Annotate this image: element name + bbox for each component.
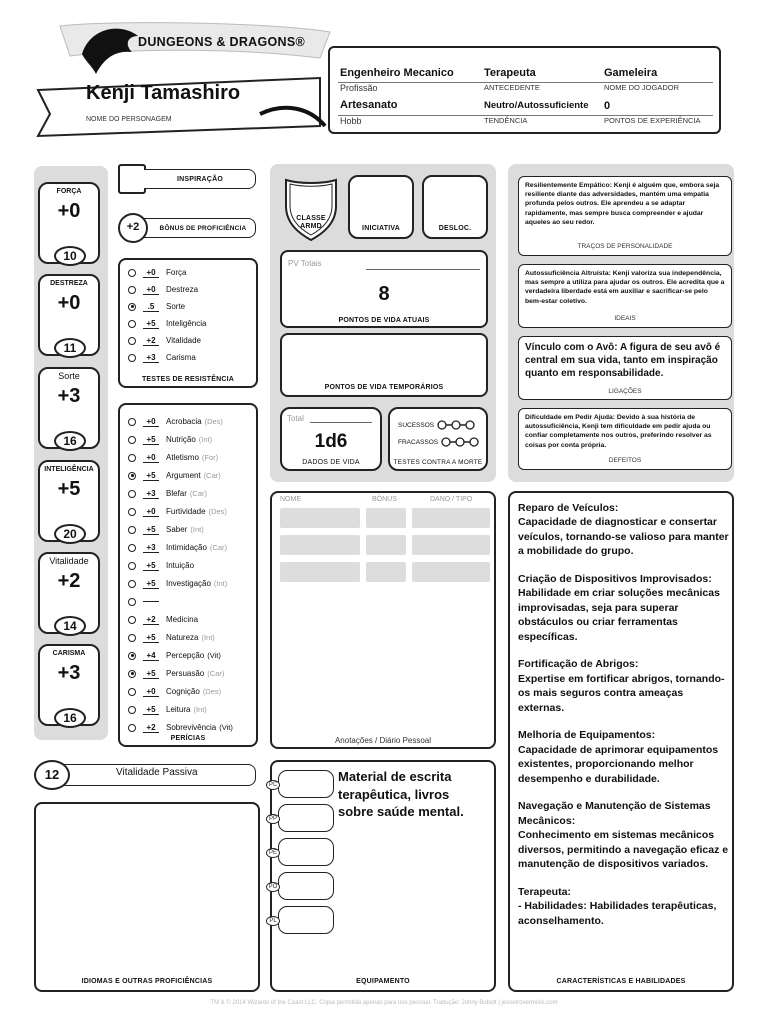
skill-row[interactable] [128,719,233,736]
skill-attribute: (Int) [190,525,204,534]
coin-slot[interactable] [278,838,334,866]
flaws-text[interactable]: Dificuldade em Pedir Ajuda: Devido à sua história de autossuficiência, Kenji tem dificuldade em pedir ajuda ou confiar completamente nos outros, preferindo resolver as coisas por conta própria. [525,414,712,449]
proficiency-dot[interactable] [128,436,136,444]
skill-value[interactable]: +0 [143,417,159,427]
armor-class-shield[interactable] [280,172,342,242]
feature-body: Habilidade em criar soluções mecânicas improvisadas, seja para superar obstáculos ou criar ferramentas específicas. [518,587,720,643]
feature-item [518,657,730,715]
ability-score[interactable]: 16 [54,431,86,451]
proficiency-dot[interactable] [128,490,136,498]
proficiency-dot[interactable] [128,454,136,462]
skill-row[interactable] [128,629,215,646]
temp-hp-box[interactable] [280,333,488,397]
skills-label: PERÍCIAS [170,735,206,742]
ability-modifier: +3 [57,662,81,684]
ideals-text[interactable]: Autossuficiência Altruísta: Kenji valoriza sua independência, mas sempre a utiliza para ajudar os outros. Ele acredita que a verdadeira liberdade está em auxiliar e sacrificar-se pelo bem-estar coletivo. [525,270,725,305]
current-hp-box[interactable] [280,250,488,328]
race-label: Hobb [340,116,362,126]
speed-box[interactable] [422,175,488,239]
skill-value[interactable]: +5 [143,633,159,643]
skill-name: Sobrevivência [166,723,217,732]
coin-label: PC [266,780,280,790]
xp-label: PONTOS DE EXPERIÊNCIA [604,116,701,125]
attack-damage-header: DANO / TIPO [430,496,473,503]
skill-attribute: (Car) [209,543,228,552]
proficiency-dot[interactable] [128,562,136,570]
hit-dice-box[interactable] [280,407,382,471]
proficiency-dot[interactable] [128,320,136,328]
feature-title: Terapeuta: [518,885,571,898]
armor-class-label: CLASSE ARMD [296,215,326,230]
ability-dexterity[interactable] [38,274,100,356]
skill-name: Nutrição [166,435,196,444]
feature-body: Capacidade de aprimorar equipamentos existentes, proporcionando melhor desempenho e durabilidade. [518,743,719,785]
death-success-circles-icon[interactable] [437,419,475,431]
attack-name-field[interactable] [280,535,360,555]
saving-throw-value[interactable]: +0 [143,285,159,295]
coin-slot[interactable] [278,872,334,900]
skill-row[interactable] [128,575,227,592]
logo-text: DUNGEONS & DRAGONS® [138,35,306,49]
proficiency-dot[interactable] [128,269,136,277]
attack-bonus-header: BÔNUS [372,496,397,503]
inspiration-label: INSPIRAÇÃO [177,176,223,183]
skill-value[interactable]: +5 [143,471,159,481]
skill-value[interactable]: +0 [143,687,159,697]
attack-name-field[interactable] [280,562,360,582]
ability-name: INTELIGÊNCIA [44,466,94,473]
skill-value[interactable] [143,601,159,602]
skill-row[interactable] [128,647,221,664]
saving-throw-name: Força [166,268,187,277]
coin-label: PE [266,848,280,858]
attack-bonus-field[interactable] [366,535,406,555]
attack-damage-field[interactable] [412,508,490,528]
skill-value[interactable]: +5 [143,705,159,715]
death-failure-circles-icon[interactable] [441,436,479,448]
saving-throws-list [128,264,254,374]
skill-row[interactable] [128,593,169,610]
ability-modifier: +2 [57,570,81,592]
feature-title: Melhoria de Equipamentos: [518,729,656,742]
saving-throw-row[interactable] [128,298,185,315]
skill-row[interactable] [128,539,227,556]
hp-temp-label: PONTOS DE VIDA TEMPORÁRIOS [324,384,444,391]
xp-value[interactable]: 0 [604,100,611,112]
saving-throw-row[interactable] [128,349,196,366]
proficiency-dot[interactable] [128,580,136,588]
saving-throw-name: Carisma [166,353,196,362]
skill-attribute: (Car) [189,489,207,498]
attack-damage-field[interactable] [412,562,490,582]
features-box [508,491,734,992]
attack-row[interactable] [280,562,490,582]
skill-row[interactable] [128,503,227,520]
ability-name: FORÇA [56,188,82,195]
skill-value[interactable]: +0 [143,507,159,517]
proficiency-dot[interactable] [128,303,136,311]
skill-attribute: (Des) [202,687,222,696]
proficiency-dot[interactable] [128,337,136,345]
skill-name: Medicina [166,615,199,624]
ability-score[interactable]: 20 [54,524,86,544]
features-list[interactable] [518,501,730,928]
skill-row[interactable] [128,611,201,628]
saving-throw-row[interactable] [128,281,198,298]
saving-throw-name: Vitalidade [166,336,201,345]
proficiency-dot[interactable] [128,286,136,294]
saving-throw-value[interactable]: +0 [143,268,159,278]
proficiency-dot[interactable] [128,472,136,480]
skill-name: Furtividade [166,507,206,516]
header-info-box [328,46,721,134]
feature-item [518,501,730,559]
personality-text[interactable]: Resilientemente Empático: Kenji é alguém que, embora seja resiliente diante das adversidades, mantém uma empatia profunda pelos outros. Ele aprendeu a se adaptar rapidamente, mas sempre busca compreender e ajudar aqueles ao seu redor. [525,182,720,226]
alignment-value[interactable]: Neutro/Autossuficiente [484,100,589,111]
coin-label: PL [266,916,280,926]
saving-throws-label: TESTES DE RESISTÊNCIA [141,376,235,383]
skill-name: Intimidação [166,543,207,552]
skill-value[interactable]: +5 [143,669,159,679]
death-saves-box [388,407,488,471]
ability-score[interactable]: 16 [54,708,86,728]
proficiency-dot[interactable] [128,616,136,624]
alignment-label: TENDÊNCIA [484,116,528,125]
ability-name: CARISMA [52,650,86,657]
skill-name: Acrobacia [166,417,202,426]
skill-value[interactable]: +5 [143,561,159,571]
skill-value[interactable]: +3 [143,489,159,499]
skill-value[interactable]: +5 [143,579,159,589]
proficiency-dot[interactable] [128,634,136,642]
ability-name: DESTREZA [50,280,88,287]
skill-name: Investigação [166,579,211,588]
proficiency-value[interactable]: +2 [126,221,140,233]
skill-value[interactable]: +3 [143,543,159,553]
death-failure-row[interactable] [398,436,479,448]
flaws-label: DEFEITOS [608,457,642,465]
inspiration-box[interactable] [118,164,258,194]
skill-name: Cognição [166,687,200,696]
feature-body: Expertise em fortificar abrigos, tornando-os mais seguros contra ameaças externas. [518,672,725,714]
feature-item [518,885,730,928]
skill-name: Natureza [166,633,199,642]
attack-name-field[interactable] [280,508,360,528]
proficiency-dot[interactable] [128,598,136,606]
coin-label: PO [266,882,280,892]
bonds-text[interactable]: Vínculo com o Avô: A figura de seu avô é central em sua vida, tanto em inspiração quanto em responsabilidade. [525,342,721,379]
skill-attribute: (Int) [193,705,207,714]
feature-body: - Habilidades: Habilidades terapêuticas, aconselhamento. [518,900,717,927]
proficiency-dot[interactable] [128,688,136,696]
passive-value[interactable]: 12 [44,767,60,782]
skill-name: Argument [166,471,201,480]
skill-value[interactable]: +0 [143,453,159,463]
skill-value[interactable]: +2 [143,723,159,733]
ideals-label: IDEAIS [614,315,636,323]
skill-attribute: (Des) [204,417,223,426]
death-failure-label: FRACASSOS [398,438,439,446]
shield-icon [280,172,342,242]
ability-modifier: +5 [57,478,81,500]
saving-throw-value[interactable]: +2 [143,336,159,346]
ability-score[interactable]: 14 [54,616,86,636]
skill-name: Intuição [166,561,195,570]
proficiency-dot[interactable] [128,526,136,534]
saving-throw-name: Inteligência [166,319,207,328]
passive-label: Vitalidade Passiva [116,767,198,778]
ability-charisma[interactable] [38,644,100,726]
skill-attribute: (Vit) [219,723,233,732]
inspiration-checkbox[interactable] [118,164,146,194]
skill-attribute: (Des) [208,507,227,516]
speed-label: DESLOC. [438,225,472,232]
skill-row[interactable] [128,521,204,538]
personality-traits[interactable] [518,176,732,256]
passive-box [34,760,258,790]
skill-name: Persuasão [166,669,205,678]
ability-modifier: +0 [57,292,81,314]
ability-modifier: +3 [57,385,81,407]
abilities-column [34,166,108,740]
ability-name: Sorte [58,371,80,381]
death-success-row[interactable] [398,419,475,431]
ability-strength[interactable] [38,182,100,264]
death-saves-label: TESTES CONTRA A MORTE [393,459,483,466]
background-value[interactable]: Terapeuta [484,67,536,79]
saving-throw-row[interactable] [128,332,201,349]
skill-row[interactable] [128,413,223,430]
saving-throw-name: Sorte [166,302,186,311]
personality-label: TRAÇOS DE PERSONALIDADE [577,243,673,251]
feature-title: Reparo de Veículos: [518,502,619,514]
player-value[interactable]: Gameleira [604,67,658,79]
death-success-label: SUCESSOS [398,421,435,429]
proficiency-dot[interactable] [128,508,136,516]
attacks-box [270,491,496,749]
skill-row[interactable] [128,683,221,700]
attack-row[interactable] [280,535,490,555]
bonds[interactable] [518,336,732,400]
saving-throw-name: Destreza [166,285,199,294]
saving-throw-value[interactable]: +5 [143,319,159,329]
skill-name: Leitura [166,705,191,714]
coin-slot[interactable] [278,770,334,798]
hp-current-value[interactable]: 8 [378,283,390,305]
saving-throw-row[interactable] [128,315,206,332]
skill-value[interactable]: +2 [143,615,159,625]
hp-current-label: PONTOS DE VIDA ATUAIS [338,317,430,324]
skill-value[interactable]: +5 [143,435,159,445]
feature-body: Conhecimento em sistemas mecânicos diversos, permitindo a navegação eficaz e manutenção de dispositivos variados. [518,829,729,871]
skill-value[interactable]: +5 [143,525,159,535]
footer-copyright: TM & © 2014 Wizards of the Coast LLC. Cópia permitida apenas para uso pessoal. Tradução: Johny Bobott | jessetrovermisic.com [210,1000,558,1006]
proficiency-dot[interactable] [128,724,136,732]
character-name[interactable]: Kenji Tamashiro [86,82,241,104]
skill-name: Percepção [166,651,205,660]
skill-attribute: (Int) [213,579,228,588]
header-banner [20,18,350,138]
proficiency-label: BÔNUS DE PROFICIÊNCIA [159,225,247,232]
ability-name: Vitalidade [49,556,89,566]
skill-name: Blefar [166,489,187,498]
saving-throw-row[interactable] [128,264,186,281]
proficiency-dot[interactable] [128,706,136,714]
class-value[interactable]: Engenheiro Mecanico [340,67,454,79]
feature-title: Criação de Dispositivos Improvisados: [518,572,712,585]
ability-vitality[interactable] [38,552,100,634]
skill-name: Saber [166,525,188,534]
skill-attribute: (Int) [198,435,213,444]
hit-dice-label: DADOS DE VIDA [302,459,360,466]
equipment-label: EQUIPAMENTO [356,978,410,985]
feature-title: Navegação e Manutenção de Sistemas Mecânicos: [518,800,711,827]
initiative-box[interactable] [348,175,414,239]
skill-name: Atletismo [166,453,199,462]
class-label: Profissão [340,83,378,93]
saving-throw-value[interactable]: .5 [143,302,159,312]
skill-attribute: (Vit) [207,651,221,660]
notes-label: Anotações / Diário Pessoal [334,736,432,745]
skill-value[interactable]: +4 [143,651,159,661]
coin-slot[interactable] [278,804,334,832]
feature-item [518,728,730,786]
skill-row[interactable] [128,467,221,484]
proficiency-dot[interactable] [128,652,136,660]
attack-name-header: NOME [280,496,301,503]
skill-attribute: (Car) [203,471,221,480]
skill-attribute: (Car) [207,669,225,678]
ability-score[interactable]: 11 [54,338,86,358]
attack-damage-field[interactable] [412,535,490,555]
skill-row[interactable] [128,449,218,466]
coin-column [264,770,336,940]
skills-list [128,413,256,731]
feature-item [518,799,730,871]
feature-body: Capacidade de diagnosticar e consertar veículos, tornando-se valioso para manter a mobilidade do grupo. [518,516,729,558]
ability-score[interactable]: 10 [54,246,86,266]
proficiency-dot[interactable] [128,354,136,362]
skills-box [118,403,258,747]
ideals[interactable] [518,264,732,328]
player-label: NOME DO JOGADOR [604,83,680,92]
proficiency-dot[interactable] [128,418,136,426]
feature-title: Fortificação de Abrigos: [518,658,639,671]
skill-row[interactable] [128,701,207,718]
ability-intelligence[interactable] [38,460,100,542]
skill-attribute: (Int) [201,633,215,642]
race-value[interactable]: Artesanato [340,99,398,111]
proficiency-dot[interactable] [128,544,136,552]
flaws[interactable] [518,408,732,470]
skill-attribute: (For) [201,453,219,462]
saving-throw-value[interactable]: +3 [143,353,159,363]
attack-bonus-field[interactable] [366,562,406,582]
proficiency-dot[interactable] [128,670,136,678]
bonds-label: LIGAÇÕES [608,387,642,395]
character-name-label: NOME DO PERSONAGEM [86,116,172,123]
proficiency-box [118,213,258,243]
ability-modifier: +0 [57,200,81,222]
skill-row[interactable] [128,665,224,682]
languages-label: IDIOMAS E OUTRAS PROFICIÊNCIAS [81,978,213,985]
background-label: ANTECEDENTE [484,83,540,92]
attack-bonus-field[interactable] [366,508,406,528]
skill-row[interactable] [128,431,212,448]
hit-dice-total-label: Total [287,414,304,423]
ability-luck[interactable] [38,367,100,449]
coin-label: PP [266,814,280,824]
feature-item [518,572,730,644]
equipment-text[interactable]: Material de escrita terapêutica, livros sobre saúde mental. [338,769,464,820]
skill-row[interactable] [128,485,207,502]
saving-throws-box [118,258,258,388]
attack-row[interactable] [280,508,490,528]
hp-max-label: PV Totais [288,259,322,268]
features-label: CARACTERÍSTICAS E HABILIDADES [556,978,686,985]
coin-slot[interactable] [278,906,334,934]
initiative-label: INICIATIVA [362,225,400,232]
languages-box[interactable] [34,802,260,992]
skill-row[interactable] [128,557,197,574]
hit-dice-value[interactable]: 1d6 [314,431,348,452]
